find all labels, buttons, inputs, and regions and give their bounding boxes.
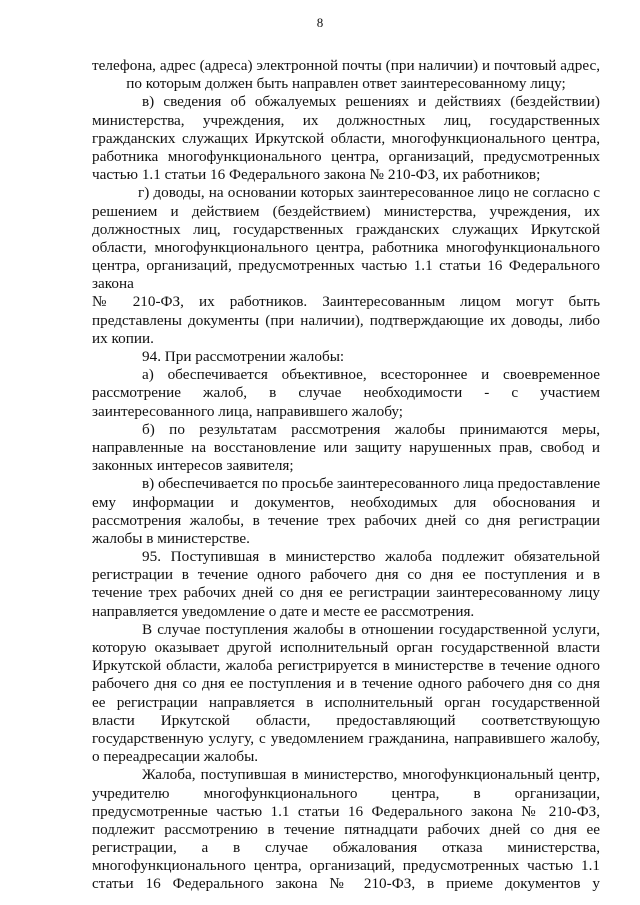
text-line: в) обеспечивается по просьбе заинтересованного лица предоставление: [142, 475, 601, 493]
text-line: В случае поступления жалобы в отношении государственной услуги,: [142, 620, 600, 638]
text-line: государственную услугу, с уведомлением гражданина, направившего жалобу,: [92, 729, 600, 747]
text-line: решением и действием (бездействием) министерства, учреждения, их: [92, 202, 600, 220]
text-line: представлены документы (при наличии), подтверждающие их доводы, либо: [92, 311, 600, 329]
text-line: течение трех рабочих дней со дня ее регистрации заинтересованному лицу: [92, 584, 600, 602]
text-line: законных интересов заявителя;: [92, 457, 294, 475]
text-line: подлежит рассмотрению в течение пятнадцати рабочих дней со дня ее: [92, 820, 600, 838]
text-line: ему информации и документов, необходимых для обоснования и: [92, 493, 600, 511]
text-line: статьи 16 Федерального закона № 210-ФЗ, в приеме документов у: [92, 875, 600, 893]
text-line: жалобы в министерстве.: [92, 529, 250, 547]
text-line: их копии.: [92, 329, 154, 347]
text-line: частью 1.1 статьи 16 Федерального закона № 210-ФЗ, их работников;: [92, 166, 541, 184]
text-line: в) сведения об обжалуемых решениях и действиях (бездействии): [142, 93, 600, 111]
text-line: рассмотрения жалобы, в течение трех рабочих дней со дня регистрации: [92, 511, 600, 529]
text-line: 94. При рассмотрении жалобы:: [142, 348, 345, 365]
text-line: рабочего дня со дня ее поступления и в течение одного рабочего дня со дня: [92, 675, 600, 693]
text-line: гражданских служащих Иркутской области, многофункционального центра,: [92, 129, 600, 147]
text-line: по которым должен быть направлен ответ заинтересованному лицу;: [126, 75, 566, 93]
text-line: многофункционального центра, организаций, предусмотренных частью 1.1: [92, 857, 600, 875]
text-line: учредителю многофункционального центра, в организации,: [92, 784, 600, 802]
text-line: б) по результатам рассмотрения жалобы принимаются меры,: [142, 420, 600, 438]
text-line: работника многофункционального центра, организаций, предусмотренных: [92, 147, 600, 165]
text-line: должностных лиц, государственных гражданских служащих Иркутской: [92, 220, 600, 238]
text-line: направленные на восстановление или защиту нарушенных прав, свобод и: [92, 438, 600, 456]
text-line: регистрации, а в случае обжалования отказа министерства,: [92, 839, 600, 857]
text-line: которую оказывает другой исполнительный орган государственной власти: [92, 639, 600, 656]
text-line: власти Иркутской области, предоставляющий соответствующую: [92, 711, 600, 729]
text-line: министерства, учреждения, их должностных лиц, государственных: [92, 111, 600, 129]
text-line: заинтересованного лица, направившего жалобу;: [92, 402, 403, 420]
text-line: закона: [92, 275, 134, 293]
text-line: телефона, адрес (адреса) электронной почты (при наличии) и почтовый адрес,: [92, 57, 600, 74]
text-line: центра, организаций, предусмотренных частью 1.1 статьи 16 Федерального: [92, 257, 600, 275]
text-line: Иркутской области, жалоба регистрируется в министерстве в течение одного: [92, 657, 600, 675]
text-line: ее регистрации направляется в исполнительный орган государственной: [92, 693, 600, 711]
text-line: № 210-ФЗ, их работников. Заинтересованным лицом могут быть: [92, 293, 600, 311]
document-body: [92, 57, 600, 894]
text-line: 95. Поступившая в министерство жалоба подлежит обязательной: [142, 548, 600, 566]
text-line: области, многофункционального центра, работника многофункционального: [92, 238, 600, 256]
text-line: г) доводы, на основании которых заинтересованное лицо не согласно с: [138, 184, 600, 202]
text-line: предусмотренные частью 1.1 статьи 16 Федерального закона № 210-ФЗ,: [92, 802, 600, 820]
text-line: рассмотрение жалоб, в случае необходимости - с участием: [92, 384, 600, 402]
text-line: а) обеспечивается объективное, всестороннее и своевременное: [142, 366, 600, 384]
text-line: направляется уведомление о дате и месте ее рассмотрения.: [92, 602, 475, 620]
page-number: 8: [316, 15, 324, 30]
text-line: регистрации в течение одного рабочего дня со дня ее поступления и в: [92, 566, 600, 584]
text-line: о переадресации жалобы.: [92, 748, 259, 766]
text-line: Жалоба, поступившая в министерство, многофункциональный центр,: [142, 766, 600, 784]
